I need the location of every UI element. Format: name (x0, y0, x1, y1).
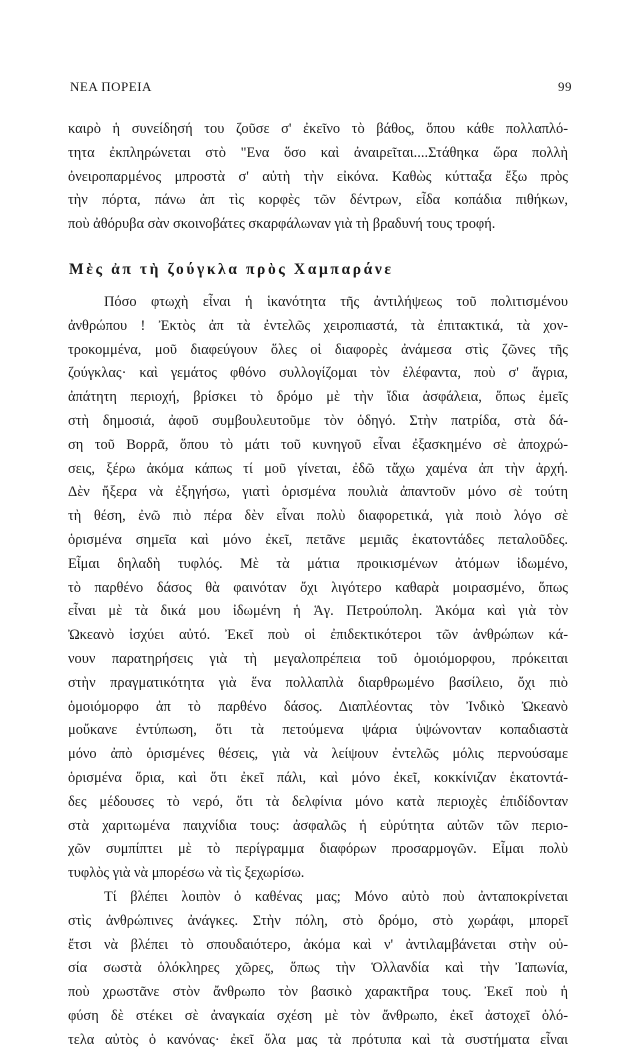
text-line: ὁμοιόμορφο ἀπ τὸ παρθένο δάσος. Διαπλέοντας τὸν Ἰνδικὸ Ὠκεανὸ (68, 698, 568, 715)
running-head (70, 79, 572, 99)
body-text (68, 291, 568, 1053)
text-line: τὸ παρθένο δάσος θὰ φαινόταν ὄχι λιγότερο καθαρὰ μοιρασμένο, ὅπως (68, 579, 568, 596)
text-line: στὴ δημοσιά, ἀφοῦ συμβουλευτοῦμε τὸν ὁδηγό. Στὴν πατρίδα, στὰ δά- (68, 412, 568, 429)
paragraph-continued (68, 118, 568, 237)
text-line: Πόσο φτωχὴ εἶναι ἡ ἱκανότητα τῆς ἀντιλήψεως τοῦ πολιτισμένου (104, 294, 568, 310)
text-line: ποὺ ἀθόρυβα σὰν σκοινοβάτες σκαρφάλωναν γιὰ τὴ βραδυνή τους τροφή. (68, 216, 496, 233)
text-line: ἔτσι νὰ βλέπει τὸ σπουδαιότερο, ἀκόμα καὶ ν' ἀντιλαμβάνεται στὴν οὐ- (68, 936, 568, 953)
text-line: τητα ἐκπληρώνεται στὸ "Ενα ὅσο καὶ ἀναιρεῖται....Στάθηκα ὥρα πολλὴ (68, 144, 568, 161)
text-line: στὰ χαριτωμένα παιχνίδια τους: ἀσφαλῶς ἡ εὐρύτητα αὐτῶν τῶν περιο- (68, 817, 568, 834)
text-line: τελα αὐτὸς ὁ κανόνας· ἐκεῖ ὅλα μας τὰ πρότυπα καὶ τὰ συστήματα εἶναι (68, 1031, 568, 1048)
text-line: Εἶμαι δηλαδὴ τυφλός. Μὲ τὰ μάτια προικισμένων ἀτόμων ἰδωμένο, (68, 555, 568, 572)
journal-title: ΝΕΑ ΠΟΡΕΙΑ (70, 79, 152, 94)
text-line: ὁρισμένα ὅρια, καὶ ὅτι ἐκεῖ πάλι, καὶ μόνο ἐκεῖ, κοκκίνιζαν ἑκατοντά- (68, 769, 568, 786)
text-line: ὀνειροπαρμένος μπροστὰ σ' αὐτὴ τὴν εἰκόνα. Καθὼς κύτταξα ἔξω πρὸς (68, 168, 568, 185)
section-heading: Μὲς ἀπ τὴ ζούγκλα πρὸς Χαμπαράνε (69, 261, 394, 278)
text-line: Ὠκεανὸ ἰσχύει αὐτό. Ἐκεῖ ποὺ οἱ ἐπιδεκτικότεροι τῶν ἀνθρώπων κά- (68, 627, 568, 644)
text-line: στὴν πραγματικότητα γιὰ ἕνα πολλαπλὰ διαρθρωμένο βασίλειο, ὄχι πιὸ (68, 674, 568, 691)
text-line: μόνο ἀπὸ ὁρισμένες θέσεις, γιὰ νὰ λείψουν ἐντελῶς μόλις περνούσαμε (68, 746, 568, 763)
text-line: Δὲν ἤξερα νὰ ἐξηγήσω, γιατὶ ὁρισμένα πουλιὰ ἀπαντοῦν μόνο σὲ τούτη (68, 484, 568, 501)
text-line: ἀνθρώπου ! Ἐκτὸς ἀπ τὰ ἐντελῶς χειροπιαστά, τὰ ἐπιτακτικά, τὰ χον- (68, 317, 568, 334)
text-line: εἶναι μὲ τὰ δικά μου ἰδωμένη ἡ Ἁγ. Πετρούπολη. Ἀκόμα καὶ γιὰ τὸν (68, 603, 568, 620)
text-line: μοὔκανε ἐντύπωση, ὅτι τὰ πετούμενα ψάρια ὑψώνονταν κοπαδιαστὰ (68, 722, 568, 739)
text-line: τροκομμένα, μοῦ διαφεύγουν ὅλες οἱ διαφορὲς ἀνάμεσα στὶς ζῶνες τῆς (68, 341, 568, 358)
text-line: σία σωστὰ ὁλόκληρες χῶρες, ὅπως τὴν Ὁλλανδία καὶ τὴν Ἰαπωνία, (68, 960, 568, 977)
text-line: ποὺ χρωστᾶνε στὸν ἄνθρωπο τὸν βασικὸ χαρακτῆρα τους. Ἐκεῖ ποὺ ἡ (68, 984, 568, 1001)
text-line: τὴ θέση, ἐνῶ πιὸ πέρα δὲν εἶναι πολὺ διαφορετικά, γιὰ ποιὸ λόγο σὲ (68, 508, 568, 525)
text-line: καιρὸ ἡ συνείδησή του ζοῦσε σ' ἐκεῖνο τὸ βάθος, ὅπου κάθε πολλαπλό- (68, 121, 568, 137)
text-line: ση τοῦ Βορρᾶ, ὅπου τὸ μάτι τοῦ κυνηγοῦ εἶναι ἐξασκημένο σὲ ἀποχρώ- (68, 436, 568, 453)
text-line: τυφλὸς γιὰ νὰ μπορέσω νὰ τὶς ξεχωρίσω. (68, 865, 305, 882)
text-line: σεις, ξέρω ἀκόμα κάπως τί μοῦ γίνεται, ἐδῶ τἄχω χαμένα ἀπ τὴν ἀρχή. (68, 460, 568, 477)
text-line: ὁρισμένα σημεῖα καὶ μόνο ἐκεῖ, πετᾶνε μεμιᾶς ἑκατοντάδες πεταλοῦδες. (68, 531, 568, 548)
text-line: ἀπάτητη περιοχή, βρίσκει τὸ δρόμο μὲ τὴν ἴδια ἀσφάλεια, ὅπως ἐμεῖς (68, 389, 568, 406)
text-line: Τί βλέπει λοιπὸν ὁ καθένας μας; Μόνο αὐτὸ ποὺ ἀνταποκρίνεται (104, 888, 568, 905)
text-line: φύση δὲ στέκει σὲ ἀναγκαία σχέση μὲ τὸν ἄνθρωπο, ἐκεῖ ἀστοχεῖ ὁλό- (68, 1007, 568, 1024)
text-line: ζούγκλας· καὶ γεμάτος φθόνο συλλογίζομαι τὸν ἐλέφαντα, ποὺ σ' ἄγρια, (68, 365, 568, 382)
text-line: χῶν συμπίπτει μὲ τὸ περίγραμμα διαφόρων προσαρμογῶν. Εἶμαι πολὺ (68, 841, 568, 858)
text-line: νουν παρατηρήσεις γιὰ τὴ μεγαλοπρέπεια τοῦ ὁμοιόμορφου, πρόκειται (68, 650, 568, 667)
text-line: δες μέδουσες τὸ νερό, ὅτι τὰ δελφίνια μόνο κατὰ περιοχὲς ἐπιδίδονταν (68, 793, 568, 810)
text-line: στὶς ἀνθρώπινες ἀνάγκες. Στὴν πόλη, στὸ δρόμο, στὸ χωράφι, μπορεῖ (68, 912, 568, 929)
page-number: 99 (558, 79, 572, 94)
text-line: τὴν πόρτα, πάνω ἀπ τὶς κορφὲς τῶν δέντρων, εἶδα κοπάδια πιθήκων, (68, 192, 568, 209)
